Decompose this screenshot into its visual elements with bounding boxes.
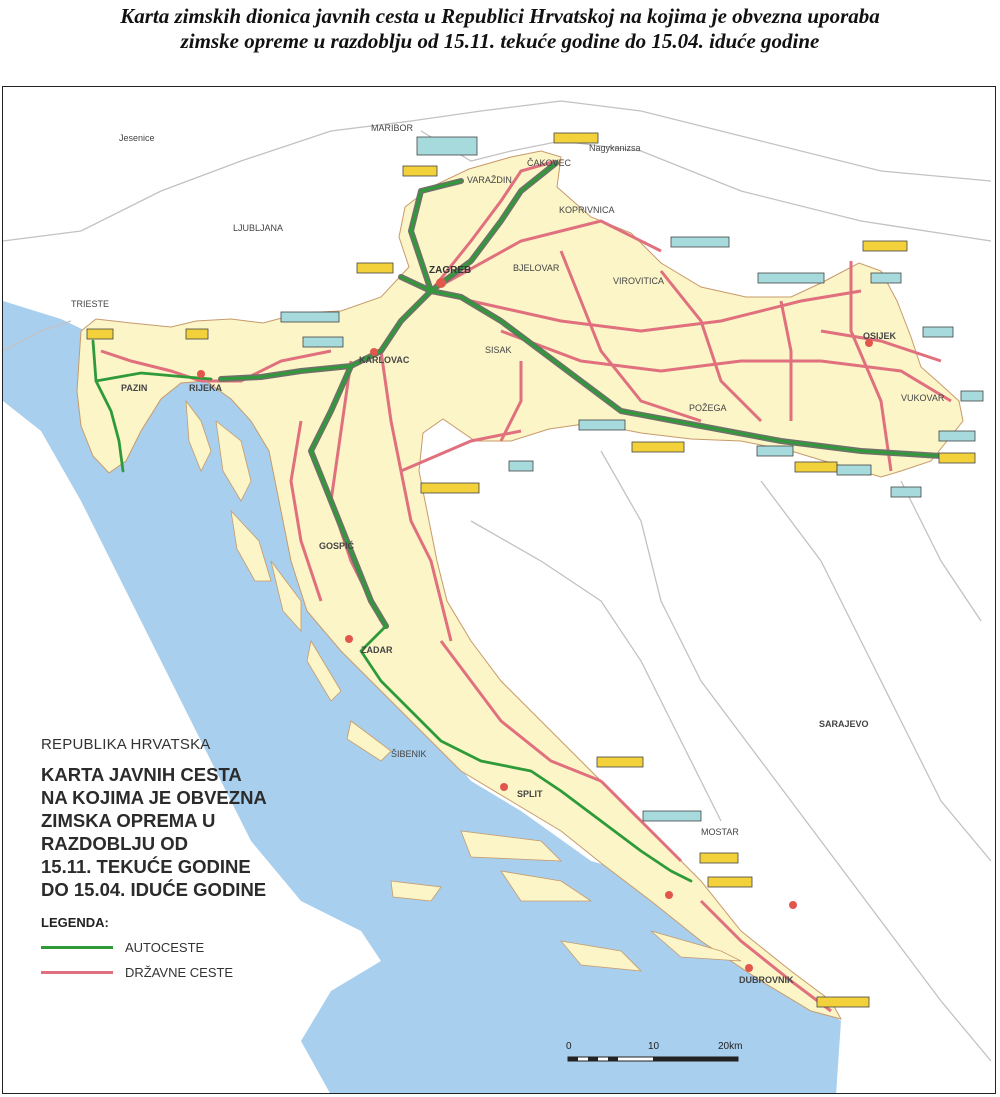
map-title-line-1: KARTA JAVNIH CESTA <box>41 764 242 785</box>
state-road-swatch <box>41 971 113 974</box>
scale-label-10: 10 <box>648 1041 660 1052</box>
legend-label-motorways: AUTOCESTE <box>125 939 205 955</box>
place-nagykanizsa: Nagykanizsa <box>589 143 641 153</box>
legend-block <box>41 736 331 980</box>
place-mostar: MOSTAR <box>701 827 739 837</box>
scale-bar-graphic <box>566 1055 746 1067</box>
page-title-line-2: zimske opreme u razdoblju od 15.11. tekuće godine do 15.04. iduće godine <box>180 29 820 53</box>
country-label: REPUBLIKA HRVATSKA <box>41 736 211 753</box>
place-karlovac: KARLOVAC <box>359 355 410 365</box>
place-zadar: ZADAR <box>361 645 393 655</box>
place-jesenice: Jesenice <box>119 133 155 143</box>
legend-item-state-roads <box>41 964 331 980</box>
map-title-line-2: NA KOJIMA JE OBVEZNA <box>41 787 267 808</box>
place-rijeka: RIJEKA <box>189 383 223 393</box>
legend-label-state-roads: DRŽAVNE CESTE <box>125 964 234 980</box>
place-osijek: OSIJEK <box>863 331 897 341</box>
place-koprivnica: KOPRIVNICA <box>559 205 615 215</box>
map-title-line-6: DO 15.04. IDUĆE GODINE <box>41 879 267 900</box>
place-vukovar: VUKOVAR <box>901 393 945 403</box>
map-title-line-3: ZIMSKA OPREMA U <box>41 810 216 831</box>
page-title-line-1: Karta zimskih dionica javnih cesta u Republici Hrvatskoj na kojima je obvezna uporaba <box>120 4 880 28</box>
scale-label-20km: 20km <box>718 1041 743 1052</box>
place-maribor: MARIBOR <box>371 123 414 133</box>
place-cakovec: ČAKOVEC <box>527 158 572 168</box>
scale-label-0: 0 <box>566 1041 572 1052</box>
map-title <box>41 763 331 901</box>
motorway-swatch <box>41 946 113 949</box>
page-title <box>0 4 1000 54</box>
map-title-line-5: 15.11. TEKUĆE GODINE <box>41 856 251 877</box>
place-pozega: POŽEGA <box>689 403 727 413</box>
place-zagreb: ZAGREB <box>429 265 472 276</box>
place-virovitica: VIROVITICA <box>613 276 665 286</box>
place-trieste: TRIESTE <box>71 299 110 309</box>
map-frame <box>2 86 996 1094</box>
place-ljubljana: LJUBLJANA <box>233 223 284 233</box>
legend-item-motorways <box>41 939 331 955</box>
place-sarajevo: SARAJEVO <box>819 719 869 729</box>
legend-title: LEGENDA: <box>41 915 109 930</box>
place-pazin: PAZIN <box>121 383 148 393</box>
place-sisak: SISAK <box>485 345 512 355</box>
place-gospic: GOSPIĆ <box>319 541 355 551</box>
place-dubrovnik: DUBROVNIK <box>739 975 794 985</box>
place-varazdin: VARAŽDIN <box>467 175 512 185</box>
scale-bar <box>566 1041 746 1071</box>
map-title-line-4: RAZDOBLJU OD <box>41 833 188 854</box>
place-bjelovar: BJELOVAR <box>513 263 560 273</box>
place-split: SPLIT <box>517 789 543 799</box>
place-sibenik: ŠIBENIK <box>391 749 427 759</box>
